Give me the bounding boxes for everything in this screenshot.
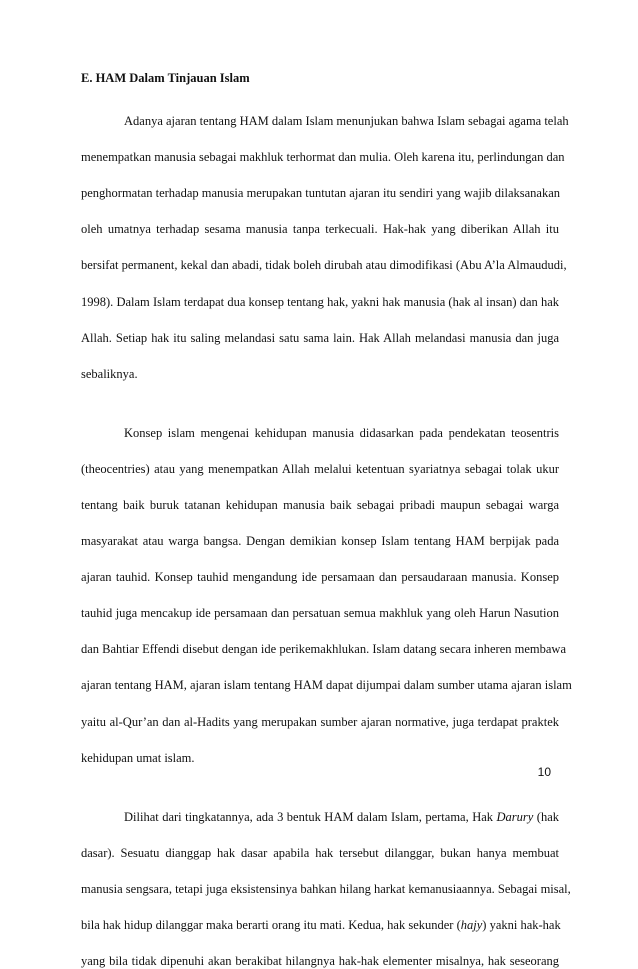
- paragraph-line: ajaran tentang HAM, ajaran islam tentang HAM dapat dijumpai dalam sumber utama ajaran islam: [81, 678, 572, 692]
- paragraph-line: Konsep islam mengenai kehidupan manusia didasarkan pada pendekatan teosentris: [124, 426, 559, 440]
- paragraph-line: Dilihat dari tingkatannya, ada 3 bentuk HAM dalam Islam, pertama, Hak Darury (hak: [124, 810, 559, 824]
- paragraph-line: oleh umatnya terhadap sesama manusia tanpa terkecuali. Hak-hak yang diberikan Allah itu: [81, 222, 559, 236]
- paragraph-3-line-4: [81, 918, 559, 933]
- paragraph-2-line-6: [81, 606, 559, 621]
- paragraph-1-line-8: [81, 367, 559, 382]
- paragraph-line: masyarakat atau warga bangsa. Dengan demikian konsep Islam tentang HAM berpijak pada: [81, 534, 559, 548]
- paragraph-2-line-3: [81, 498, 559, 513]
- paragraph-line: tentang baik buruk tatanan kehidupan manusia baik sebagai pribadi maupun sebagai warga: [81, 498, 559, 512]
- paragraph-3-line-3: [81, 882, 571, 897]
- section-heading: E. HAM Dalam Tinjauan Islam: [81, 71, 250, 85]
- paragraph-3-line-2: [81, 846, 559, 861]
- paragraph-2-line-8: [81, 678, 572, 693]
- paragraph-line: menempatkan manusia sebagai makhluk terhormat dan mulia. Oleh karena itu, perlindungan dan: [81, 150, 565, 164]
- paragraph-line: ajaran tauhid. Konsep tauhid mengandung ide persamaan dan persaudaraan manusia. Konsep: [81, 570, 559, 584]
- paragraph-1-line-5: [81, 258, 567, 273]
- paragraph-2-line-4: [81, 534, 559, 549]
- paragraph-1-line-6: [81, 295, 559, 310]
- paragraph-2-line-5: [81, 570, 559, 585]
- paragraph-1-line-3: [81, 186, 559, 201]
- paragraph-1-line-4: [81, 222, 559, 237]
- paragraph-line: dan Bahtiar Effendi disebut dengan ide perikemakhlukan. Islam datang secara inheren membawa: [81, 642, 567, 656]
- paragraph-2-line-9: [81, 715, 559, 730]
- paragraph-line: sebaliknya.: [81, 367, 138, 381]
- paragraph-line: manusia sengsara, tetapi juga eksistensinya bahkan hilang harkat kemanusiaannya. Sebagai misal,: [81, 882, 571, 896]
- paragraph-line: kehidupan umat islam.: [81, 751, 195, 765]
- paragraph-line: yaitu al-Qur’an dan al-Hadits yang merupakan sumber ajaran normative, juga terdapat praktek: [81, 715, 559, 729]
- paragraph-line: penghormatan terhadap manusia merupakan tuntutan ajaran itu sendiri yang wajib dilaksanakan: [81, 186, 561, 200]
- paragraph-1-line-2: [81, 150, 565, 165]
- paragraph-line: tauhid juga mencakup ide persamaan dan persatuan semua makhluk yang oleh Harun Nasution: [81, 606, 559, 620]
- paragraph-line: 1998). Dalam Islam terdapat dua konsep tentang hak, yakni hak manusia (hak al insan) dan hak: [81, 295, 559, 309]
- paragraph-2-line-1: [81, 426, 559, 441]
- page-number: 10: [537, 765, 551, 779]
- paragraph-line: yang bila tidak dipenuhi akan berakibat hilangnya hak-hak elementer misalnya, hak seseorang: [81, 954, 559, 968]
- paragraph-line: bersifat permanent, kekal dan abadi, tidak boleh dirubah atau dimodifikasi (Abu A’la Almaududi,: [81, 258, 567, 272]
- paragraph-1-line-7: [81, 331, 559, 346]
- paragraph-line: Adanya ajaran tentang HAM dalam Islam menunjukan bahwa Islam sebagai agama telah: [124, 114, 569, 128]
- paragraph-line: (theocentries) atau yang menempatkan Allah melalui ketentuan syariatnya sebagai tolak ukur: [81, 462, 559, 476]
- paragraph-2-line-2: [81, 462, 559, 477]
- paragraph-line: Allah. Setiap hak itu saling melandasi satu sama lain. Hak Allah melandasi manusia dan juga: [81, 331, 559, 345]
- paragraph-1-line-1: [81, 114, 569, 129]
- paragraph-line: dasar). Sesuatu dianggap hak dasar apabila hak tersebut dilanggar, bukan hanya membuat: [81, 846, 559, 860]
- paragraph-2-line-10: [81, 751, 559, 766]
- paragraph-3-line-1: [81, 810, 559, 825]
- paragraph-3-line-5: [81, 954, 559, 969]
- paragraph-2-line-7: [81, 642, 567, 657]
- paragraph-line: bila hak hidup dilanggar maka berarti orang itu mati. Kedua, hak sekunder (hajy) yakni hak-hak: [81, 918, 561, 932]
